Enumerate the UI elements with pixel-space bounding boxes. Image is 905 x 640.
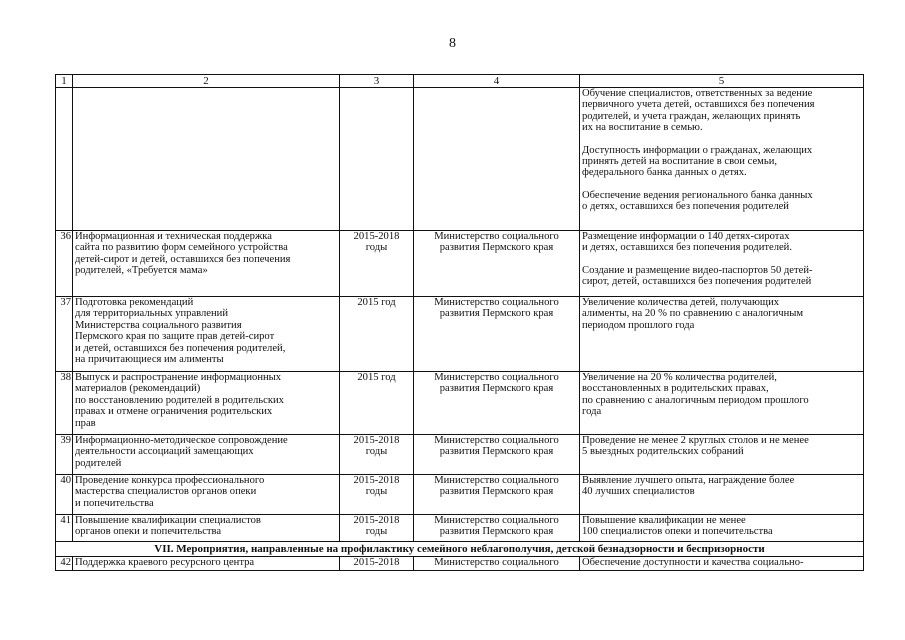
text-line: федерального банка данных о детях. (582, 167, 747, 179)
text-line: Выпуск и распространение информационных (75, 372, 282, 383)
row-number-cell (56, 88, 73, 231)
text-line: Обучение специалистов, ответственных за ведение (582, 88, 813, 99)
text-line: Пермского края по защите прав детей-сирот (75, 331, 275, 343)
text-line: органов опеки и попечительства (75, 526, 222, 538)
text-line: Проведение не менее 2 круглых столов и не менее (582, 435, 809, 446)
text-line: 40 лучших специалистов (582, 486, 695, 498)
text-line: и детях, оставшихся без попечения родителей. (582, 242, 792, 254)
column-numbers-row (56, 75, 864, 88)
text-line: родителей, и учета граждан, желающих принять (582, 110, 801, 122)
text-line: 2015-2018 (353, 557, 400, 568)
column-number: 1 (56, 75, 73, 88)
column-number: 4 (414, 75, 580, 88)
row-number: 42 (56, 557, 73, 571)
result-cell (580, 231, 864, 297)
text-line: сирот, детей, оставшихся без попечения родителей (582, 276, 812, 288)
text-line: Информационная и техническая поддержка (75, 231, 272, 242)
row-number: 40 (56, 475, 73, 515)
text-line: Обеспечение доступности и качества социально- (582, 557, 804, 568)
text-line: родителей (75, 457, 122, 469)
text-line: развития Пермского края (439, 242, 554, 254)
table-row (56, 231, 864, 297)
text-line: годы (365, 526, 388, 538)
text-line: их на воспитание в семью. (582, 122, 703, 134)
text-line: Увеличение на 20 % количества родителей, (582, 372, 777, 383)
text-line: Выявление лучшего опыта, награждение более (582, 475, 795, 486)
text-line: первичного учета детей, оставшихся без попечения (582, 99, 815, 111)
text-line: Обеспечение ведения регионального банка данных (582, 189, 813, 201)
text-line: годы (365, 242, 388, 254)
text-line: Поддержка краевого ресурсного центра (75, 557, 255, 568)
result-cell (580, 515, 864, 542)
activity-cell (73, 231, 340, 297)
result-cell (580, 435, 864, 475)
period-cell (340, 372, 414, 435)
text-line: Министерство социального (434, 515, 559, 526)
text-line: материалов (рекомендаций) (75, 383, 201, 395)
activity-cell (73, 297, 340, 372)
text-line: Доступность информации о гражданах, желающих (582, 144, 813, 156)
section-title: VII. Мероприятия, направленные на профилактику семейного неблагополучия, детской безнадзорности и беспризорности (56, 542, 864, 557)
text-line: для территориальных управлений (75, 308, 229, 320)
text-line: развития Пермского края (439, 486, 554, 498)
text-line: годы (365, 446, 388, 458)
text-line: деятельности ассоциаций замещающих (75, 446, 254, 458)
text-line: 2015-2018 (353, 435, 400, 446)
section-heading-row (56, 542, 864, 557)
text-line: года (582, 406, 602, 418)
text-line: 2015 год (357, 372, 396, 383)
result-cell (580, 557, 864, 571)
result-cell (580, 297, 864, 372)
text-line: развития Пермского края (439, 308, 554, 320)
measures-table (55, 74, 864, 571)
text-line: Министерство социального (434, 557, 559, 568)
text-line: по восстановлению родителей в родительских (75, 394, 284, 406)
text-line: о детях, оставшихся без попечения родителей (582, 201, 789, 213)
executor-cell (414, 88, 580, 231)
text-line: прав (75, 417, 96, 429)
period-cell (340, 231, 414, 297)
text-line: Подготовка рекомендаций (75, 297, 194, 308)
text-line: Информационно-методическое сопровождение (75, 435, 288, 446)
text-line: 5 выездных родительских собраний (582, 446, 744, 458)
period-cell (340, 557, 414, 571)
activity-cell (73, 372, 340, 435)
text-line: принять детей на воспитание в свои семьи, (582, 156, 778, 168)
activity-cell (73, 475, 340, 515)
text-line: Создание и размещение видео-паспортов 50 детей- (582, 264, 813, 276)
table-row (56, 475, 864, 515)
activity-cell (73, 557, 340, 571)
executor-cell (414, 435, 580, 475)
column-number: 5 (580, 75, 864, 88)
text-line: детей-сирот и детей, оставшихся без попечения (75, 253, 291, 265)
text-line: 2015 год (357, 297, 396, 308)
text-line: годы (365, 486, 388, 498)
table-row (56, 557, 864, 571)
executor-cell (414, 231, 580, 297)
text-line: восстановленных в родительских правах, (582, 383, 769, 395)
text-line: Министерство социального (434, 231, 559, 242)
text-line: 2015-2018 (353, 475, 400, 486)
activity-cell (73, 88, 340, 231)
text-line: по сравнению с аналогичным периодом прошлого (582, 394, 809, 406)
text-line: Министерство социального (434, 475, 559, 486)
text-line: Проведение конкурса профессионального (75, 475, 265, 486)
text-line: развития Пермского края (439, 383, 554, 395)
text-line: Министерство социального (434, 372, 559, 383)
text-line: Увеличение количества детей, получающих (582, 297, 780, 308)
text-line: родителей, «Требуется мама» (75, 265, 208, 277)
text-line: развития Пермского края (439, 526, 554, 538)
text-line: 2015-2018 (353, 515, 400, 526)
executor-cell (414, 475, 580, 515)
text-line: Министерство социального (434, 435, 559, 446)
period-cell (340, 515, 414, 542)
text-line: Повышение квалификации не менее (582, 515, 746, 526)
text-line: Размещение информации о 140 детях-сиротах (582, 231, 790, 242)
column-number: 2 (73, 75, 340, 88)
text-line: Повышение квалификации специалистов (75, 515, 261, 526)
column-number: 3 (340, 75, 414, 88)
result-cell (580, 475, 864, 515)
executor-cell (414, 557, 580, 571)
text-line: Министерства социального развития (75, 319, 242, 331)
text-line: и детей, оставшихся без попечения родителей, (75, 342, 286, 354)
row-number: 41 (56, 515, 73, 542)
text-line: правах и отмене ограничения родительских (75, 406, 273, 418)
period-cell (340, 88, 414, 231)
period-cell (340, 435, 414, 475)
continuation-row (56, 88, 864, 231)
row-number: 38 (56, 372, 73, 435)
row-number: 37 (56, 297, 73, 372)
text-line: 2015-2018 (353, 231, 400, 242)
period-cell (340, 297, 414, 372)
text-line: алименты, на 20 % по сравнению с аналогичным (582, 308, 804, 320)
text-line: сайта по развитию форм семейного устройства (75, 242, 288, 254)
activity-cell (73, 435, 340, 475)
table-row (56, 372, 864, 435)
executor-cell (414, 515, 580, 542)
text-line: 100 специалистов опеки и попечительства (582, 526, 773, 538)
text-line: Министерство социального (434, 297, 559, 308)
text-line: периодом прошлого года (582, 319, 695, 331)
table-row (56, 297, 864, 372)
row-number: 36 (56, 231, 73, 297)
result-cell (580, 372, 864, 435)
page-number: 8 (449, 36, 456, 51)
text-line: мастерства специалистов органов опеки (75, 486, 257, 498)
row-number: 39 (56, 435, 73, 475)
table-row (56, 515, 864, 542)
result-cell (580, 88, 864, 231)
executor-cell (414, 372, 580, 435)
text-line: развития Пермского края (439, 446, 554, 458)
text-line: и попечительства (75, 497, 154, 509)
activity-cell (73, 515, 340, 542)
period-cell (340, 475, 414, 515)
executor-cell (414, 297, 580, 372)
text-line: на причитающиеся им алименты (75, 354, 224, 366)
table-row (56, 435, 864, 475)
